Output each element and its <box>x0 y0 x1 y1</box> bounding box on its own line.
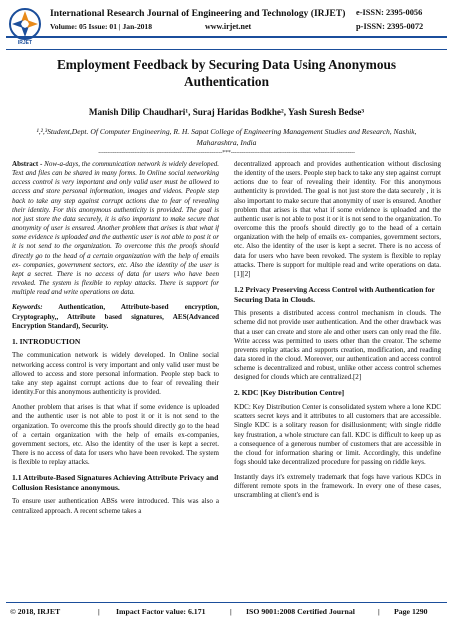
keywords-text: Authentication, Attribute-based encryption, Cryptography,, Attribute based signatures, AES(Advanced Encryption Standard), Security. <box>12 303 219 330</box>
paragraph: The communication network is widely developed. In Online social networking access control is very important and only valid user must be allowed to access and store personal information. People step back to take any step against corrupt actions due to fear of revealing their identity.For this anonymous authenticity is provided. <box>12 351 219 397</box>
paragraph: KDC: Key Distribution Center is consolidated system where a lone KDC scatters secret keys and it attributes to all customers that are accessible. Single KDC is a solitary reason for disillusionment; with single riddle key frustration, a whole structure can fall. KDC is difficult to keep up as a consequence of a generous number of customers that are accessible in the cloud for information sharing or limit. Accordingly, this undefine fogs should take decentralized procedure for passing on riddle keys. <box>234 403 441 466</box>
abstract-label: Abstract - <box>12 160 43 168</box>
header-divider-bottom <box>6 49 447 50</box>
keywords-label: Keywords: <box>12 303 43 312</box>
right-column <box>234 160 441 596</box>
footer-divider <box>6 602 447 603</box>
paragraph: decentralized approach and provides authentication without disclosing the identity of the users. People step back to take any step against corrupt actions due to fear of revealing their identity. For this anonymous authenticity is provided. The goal is not just store the data securely , it is also important to make secure that anonymity of user is ensured. Another problem that arises is that what if some evidence is uploaded and the authentic user is not able to post it or it is not send to the organization. To overcome this the proofs should directly go to the head of a certain organization with the help of emails ex- companies, government sectors, etc. Also the identity of the user is kept a secret. There is no access of data for users who have been revoked. The system is flexible to replay attacks. There is support for multiple read and write operations on data.[1][2] <box>234 160 441 278</box>
paper-authors: Manish Dilip Chaudhari¹, Suraj Haridas Bodkhe², Yash Suresh Bedse³ <box>88 107 365 117</box>
section-heading-1-1: 1.1 Attribute-Based Signatures Achieving Attribute Privacy and Collusion Resistance anonymous. <box>12 473 219 492</box>
journal-header <box>0 0 453 52</box>
paper-affiliation: ¹,²,³Student,Dept. Of Computer Engineering, R. H. Sapat College of Engineering Management Studies and Research, Nashik, Maharashtra, India <box>36 127 417 147</box>
logo-label: IRJET <box>17 40 33 46</box>
journal-name: International Research Journal of Engineering and Technology (IRJET) <box>50 8 346 19</box>
volume-issue: Volume: 05 Issue: 01 | Jan-2018 <box>50 22 153 31</box>
journal-website[interactable]: www.irjet.net <box>205 22 252 31</box>
paragraph: To ensure user authentication ABSs were introduced. This was also a centralized approach. A recent scheme takes a <box>12 497 219 515</box>
footer-page-number: Page 1290 <box>394 607 428 616</box>
footer-copyright: © 2018, IRJET <box>10 607 61 616</box>
abstract-text: Now-a-days, the communication network is widely developed. Text and files can be shared in many forms. In Online social networking access control is very important and only valid user must be allowed to access and store personal information, images and videos. People step back to take any step against corrupt actions due to fear of revealing their identity. For this anonymous authenticity is provided. The goal is not just store the data securely, it is also important to make secure that anonymity of user is ensured. Another problem that arises is that what if some evidence is uploaded and the authentic user is not able to post it or it is not send to the organization. To overcome this the proofs should directly go to the head of a certain organization with the help of emails ex- companies, government sectors, etc. Also the identity of the user is kept a secret. There is no access of data for users who have been revoked. The system is flexible to replay attacks. There is support for multiple read and write operations on data. <box>12 160 219 297</box>
section-heading-introduction: 1. INTRODUCTION <box>12 336 81 346</box>
paper-title: Employment Feedback by Securing Data Using Anonymous Authentication <box>56 57 397 89</box>
paragraph: Another problem that arises is that what if some evidence is uploaded and the authentic user is not able to post it or it is not send to the organization. To overcome this the proofs should directly go to the head of a certain organization with the help of emails ex-companies, government sectors, etc. Also the identity of the user is kept a secret. There is no access of data for users who have been revoked. The system is flexible to replay attacks. <box>12 403 219 467</box>
footer-separator: | <box>378 607 380 616</box>
keywords <box>12 303 219 330</box>
footer-separator: | <box>98 607 100 616</box>
footer-separator: | <box>230 607 232 616</box>
paragraph: Instantly days it's extremely trademark that fogs have various KDCs in different remote spots in the framework. In every one of these cases, unscrambling at client's end is <box>234 473 441 500</box>
footer-iso: ISO 9001:2008 Certified Journal <box>246 607 355 616</box>
eissn: e-ISSN: 2395-0056 <box>356 8 423 17</box>
pissn: p-ISSN: 2395-0072 <box>356 22 424 31</box>
left-column <box>12 160 219 596</box>
abstract <box>12 160 219 297</box>
section-heading-1-2: 1.2 Privacy Preserving Access Control with Authentication for Securing Data in Clouds. <box>234 285 435 304</box>
footer-impact-factor: Impact Factor value: 6.171 <box>116 607 206 616</box>
page-footer <box>0 607 453 621</box>
paragraph: This presents a distributed access control mechanism in clouds. The scheme did not provide user authentication. And the other drawback was that a user can create and store ale and other users can only read the file. Write access was permitted to users other than the creator. The scheme prevents replay attacks and supports creation, modification, and reading data stored in the cloud. Moreover, our authentication and access control scheme is decentralized and robust, unlike other access control schemes designed for clouds which are centralized.[2] <box>234 309 441 382</box>
separator-line: ---------------------------------------------------------------------***--------------------------------------------------------------------- <box>98 150 355 156</box>
header-divider <box>6 36 447 38</box>
section-heading-kdc: 2. KDC [Key Distribution Centre] <box>234 388 345 398</box>
